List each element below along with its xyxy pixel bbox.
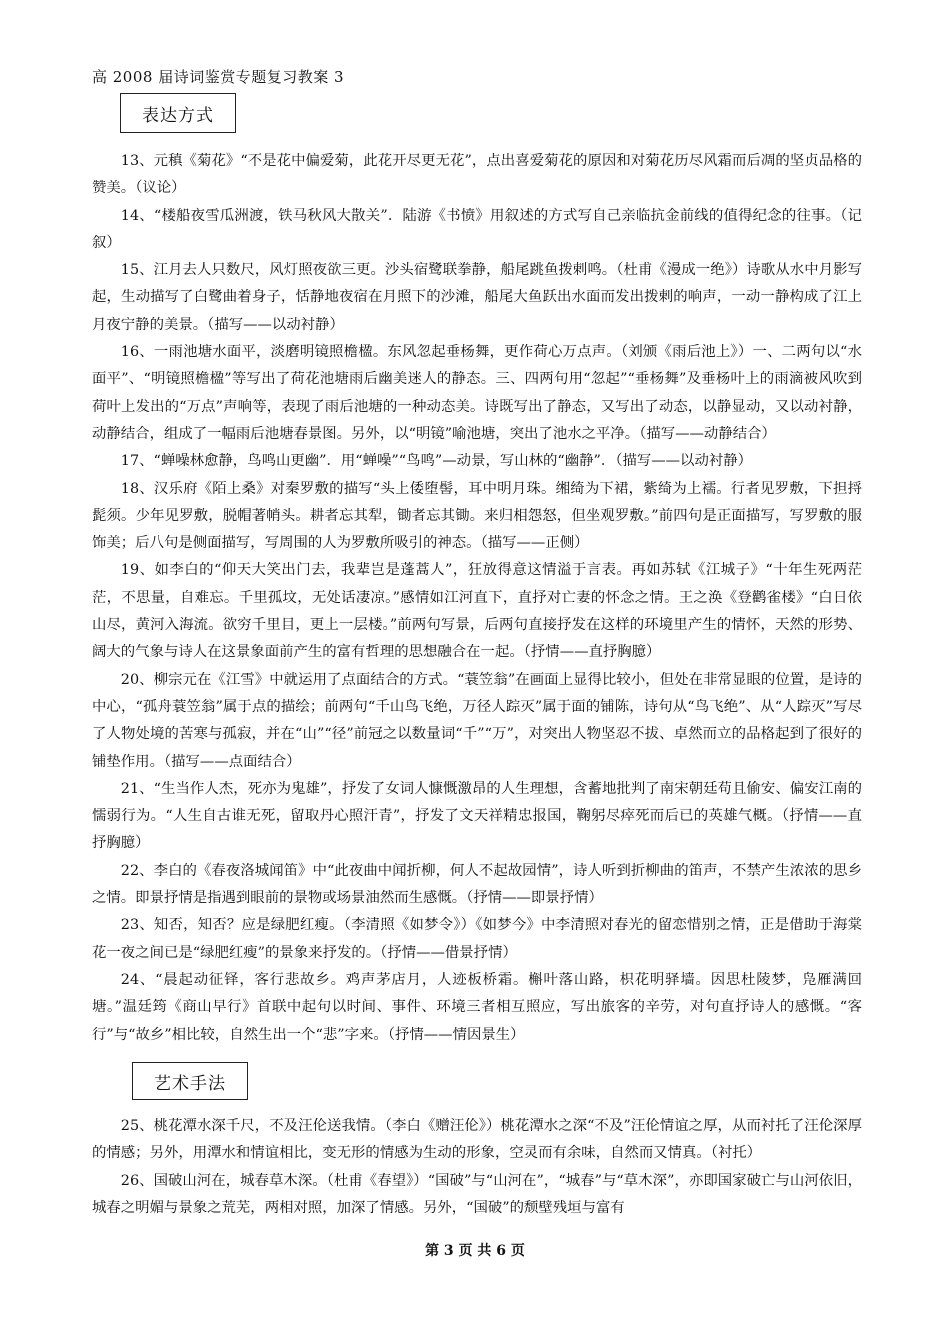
paragraph-21: 21、“生当作人杰，死亦为鬼雄”，抒发了女词人慷慨激昂的人生理想，含蓄地批判了南宋朝廷苟且偷安、偏安江南的懦弱行为。“人生自古谁无死，留取丹心照汗青”，抒发了文天祥精忠报国，鞠躬尽瘁死而后已的英雄气概。（抒情——直抒胸臆） — [92, 780, 862, 852]
paragraph-25: 25、桃花潭水深千尺，不及汪伦送我情。（李白《赠汪伦》）桃花潭水之深“不及”汪伦情谊之厚，从而衬托了汪伦深厚的情感；另外，用潭水和情谊相比，变无形的情感为生动的形象，空灵而有余味，自然而又情真。（衬托） — [92, 1118, 862, 1162]
paragraph-23: 23、知否，知否？应是绿肥红瘦。（李清照《如梦令》）《如梦今》中李清照对春光的留恋惜别之情，正是借助于海棠花一夜之间已是“绿肥红瘦”的景象来抒发的。（抒情——借景抒情） — [92, 917, 862, 961]
paragraph-16: 16、一雨池塘水面平，淡磨明镜照檐楹。东风忽起垂杨舞，更作荷心万点声。（刘颁《雨后池上》）一、二两句以“水面平”、“明镜照檐楹”等写出了荷花池塘雨后幽美迷人的静态。三、四两句用“忽起”“垂杨舞”及垂杨叶上的雨滴被风吹到荷叶上发出的“万点”声响等，表现了雨后池塘的一种动态美。诗既写出了静态，又写出了动态，以静显动，又以动衬静，动静结合，组成了一幅雨后池塘春景图。另外，以“明镜”喻池塘，突出了池水之平净。（描写——动静结合） — [92, 344, 862, 442]
paragraph-22: 22、李白的《春夜洛城闻笛》中“此夜曲中闻折柳，何人不起故园情”，诗人听到折柳曲的笛声，不禁产生浓浓的思乡之情。即景抒情是指遇到眼前的景物或场景油然而生感慨。（抒情——即景抒情） — [92, 862, 862, 907]
paragraph-14: 14、“楼船夜雪瓜洲渡，铁马秋风大散关”．陆游《书愤》用叙述的方式写自己亲临抗金前线的值得纪念的往事。（记叙） — [92, 207, 862, 251]
paragraph-18: 18、汉乐府《陌上桑》对秦罗敷的描写“头上倭堕髻，耳中明月珠。缃绮为下裙，紫绮为上襦。行者见罗敷，下担捋髭须。少年见罗敷，脱帽著帩头。耕者忘其犁，锄者忘其锄。来归相怨怒，但坐观罗敷。”前四句是正面描写，写罗敷的服饰美；后八句是侧面描写，写周围的人为罗敷所吸引的神态。（描写——正侧） — [92, 480, 862, 552]
paragraph-26: 26、国破山河在，城春草木深。（杜甫《春望》）“国破”与“山河在”，“城春”与“草木深”，亦即国家破亡与山河依旧，城春之明媚与景象之荒芜，两相对照，加深了情感。另外，“国破”的颓壁残垣与富有 — [92, 1172, 862, 1216]
section-body-artistic-technique — [92, 1113, 862, 1222]
paragraph-17: 17、“蝉噪林愈静，鸟鸣山更幽”．用“蝉噪”“鸟鸣”—动景，写山林的“幽静”．（描写——以动衬静） — [120, 453, 753, 470]
paragraph-20: 20、柳宗元在《江雪》中就运用了点面结合的方式。“蓑笠翁”在画面上显得比较小，但处在非常显眼的位置，是诗的中心，“孤舟蓑笠翁”属于点的描绘；前两句“千山鸟飞绝，万径人踪灭”属于面的铺陈，诗句从“鸟飞绝”、从“人踪灭”写尽了人物处境的苦寒与孤寂，并在“山”“径”前冠之以数量词“千”“万”，对突出人物坚忍不拔、卓然而立的品格起到了很好的铺垫作用。（描写——点面结合） — [92, 671, 862, 770]
paragraph-19: 19、如李白的“仰天大笑出门去，我辈岂是蓬蒿人”，狂放得意这情溢于言表。再如苏轼《江城子》“十年生死两茫茫，不思量，自难忘。千里孤坟，无处话凄凉。”感情如江河直下，直抒对亡妻的怀念之情。王之涣《登鹳雀楼》“白日依山尽，黄河入海流。欲穷千里目，更上一层楼。”前两句写景，后两句直接抒发在这样的环境里产生的情怀，天然的形势、阔大的气象与诗人在这景象面前产生的富有哲理的思想融合在一起。（抒情——直抒胸臆） — [92, 562, 862, 661]
section-heading-artistic-technique: 艺术手法 — [132, 1062, 248, 1100]
page-number: 第 3 页 共 6 页 — [425, 1243, 525, 1259]
section-body-expression — [92, 148, 862, 1049]
document-title: 高 2008 届诗词鉴赏专题复习教案 3 — [92, 68, 345, 86]
paragraph-15: 15、江月去人只数尺，风灯照夜欲三更。沙头宿鹭联拳静，船尾跳鱼拨剌鸣。（杜甫《漫成一绝》）诗歌从水中月影写起，生动描写了白鹭曲着身子，恬静地夜宿在月照下的沙滩，船尾大鱼跃出水面而发出拨剌的响声，一动一静构成了江上月夜宁静的美景。（描写——以动衬静） — [92, 262, 862, 333]
paragraph-13: 13、元稹《菊花》“不是花中偏爱菊，此花开尽更无花”，点出喜爱菊花的原因和对菊花历尽风霜而后凋的坚贞品格的赞美。（议论） — [92, 153, 862, 197]
paragraph-24: 24、“晨起动征铎，客行悲故乡。鸡声茅店月，人迹板桥霜。槲叶落山路，枳花明驿墙。因思杜陵梦，凫雁满回塘。”温廷筠《商山早行》首联中起句以时间、事件、环境三者相互照应，写出旅客的辛劳，对句直抒诗人的感慨。“客行”与“故乡”相比较，自然生出一个“悲”字来。（抒情——情因景生） — [92, 971, 862, 1043]
section-heading-expression: 表达方式 — [120, 93, 236, 133]
